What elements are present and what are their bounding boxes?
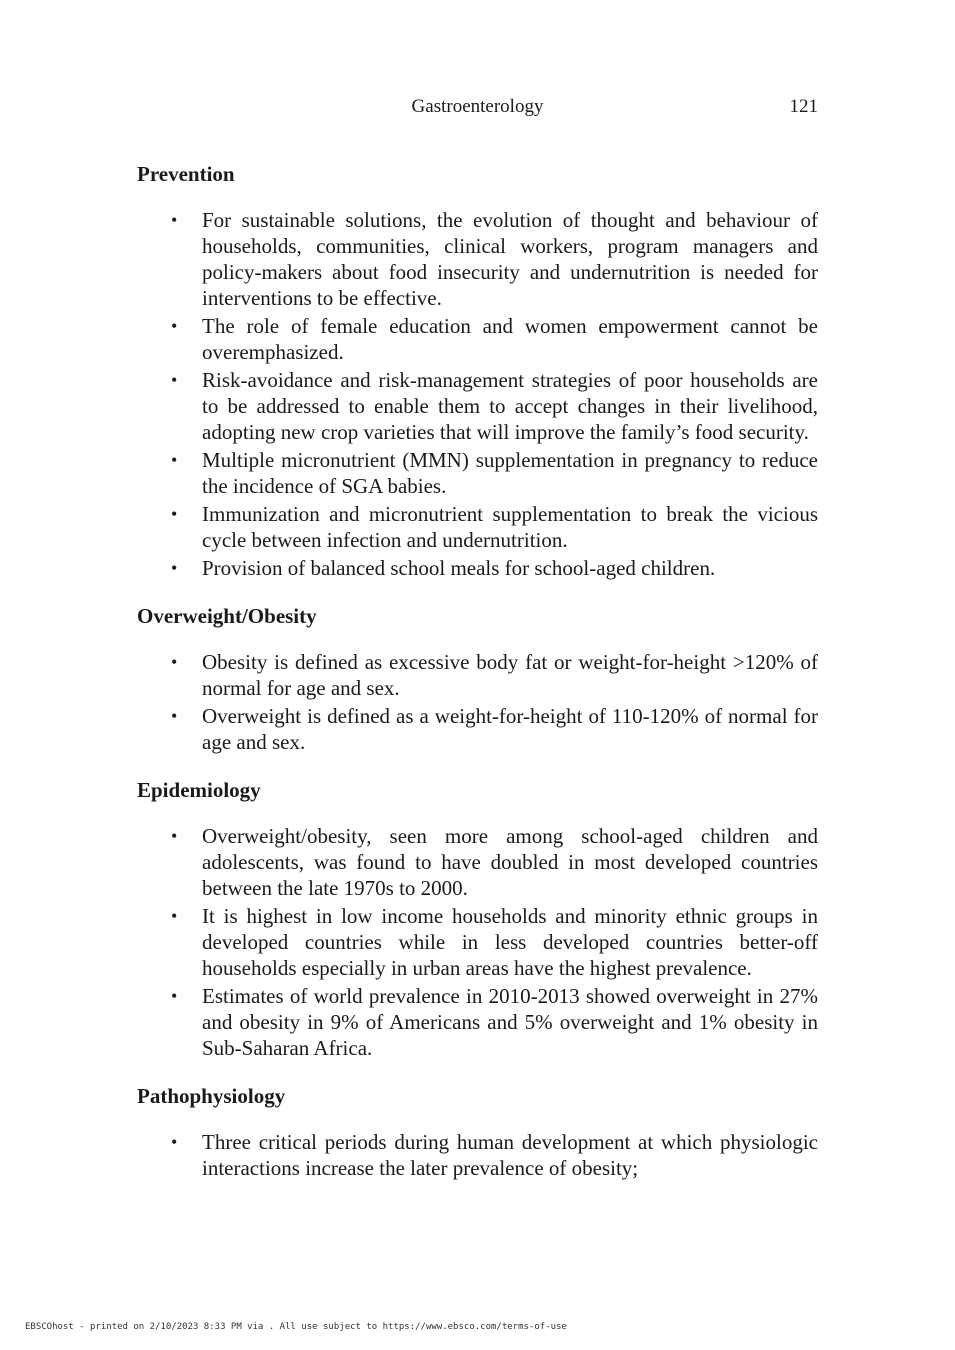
- running-head: [137, 96, 818, 122]
- list-item: [137, 823, 818, 901]
- bullet-list: [137, 1129, 818, 1181]
- list-item: [137, 367, 818, 445]
- bullet-icon: •: [171, 210, 178, 230]
- bullet-icon: •: [171, 450, 178, 470]
- list-item-text: Three critical periods during human development at which physiologic interactions increase the later prevalence of obesity;: [202, 1130, 818, 1180]
- list-item-text: Multiple micronutrient (MMN) supplementation in pregnancy to reduce the incidence of SGA babies.: [202, 448, 818, 498]
- list-item-text: Provision of balanced school meals for school-aged children.: [202, 556, 716, 580]
- list-item-text: Immunization and micronutrient supplementation to break the vicious cycle between infection and undernutrition.: [202, 502, 818, 552]
- bullet-icon: •: [171, 826, 178, 846]
- list-item-text: The role of female education and women empowerment cannot be overemphasized.: [202, 314, 818, 364]
- section-pathophysiology: [137, 1082, 818, 1181]
- section-heading: Pathophysiology: [137, 1084, 286, 1108]
- list-item: [137, 649, 818, 701]
- bullet-list: [137, 207, 818, 581]
- bullet-icon: •: [171, 370, 178, 390]
- list-item-text: It is highest in low income households and minority ethnic groups in developed countries while in less developed countries better-off households especially in urban areas have the highest prevalence.: [202, 904, 818, 980]
- list-item-text: For sustainable solutions, the evolution of thought and behaviour of households, communities, clinical workers, program managers and policy-makers about food insecurity and undernutrition is needed for interventions to be effective.: [202, 208, 818, 310]
- footer-note: EBSCOhost - printed on 2/10/2023 8:33 PM via . All use subject to https://www.ebsco.com/terms-of-use: [25, 1322, 567, 1332]
- list-item: [137, 207, 818, 311]
- list-item: [137, 703, 818, 755]
- bullet-icon: •: [171, 1132, 178, 1152]
- bullet-icon: •: [171, 652, 178, 672]
- section-prevention: [137, 160, 818, 581]
- list-item: [137, 1129, 818, 1181]
- bullet-icon: •: [171, 706, 178, 726]
- list-item-text: Overweight/obesity, seen more among school-aged children and adolescents, was found to have doubled in most developed countries between the late 1970s to 2000.: [202, 824, 818, 900]
- list-item: [137, 903, 818, 981]
- list-item: [137, 447, 818, 499]
- list-item-text: Risk-avoidance and risk-management strategies of poor households are to be addressed to enable them to accept changes in their livelihood, adopting new crop varieties that will improve the family’s food security.: [202, 368, 818, 444]
- list-item: [137, 555, 818, 581]
- section-heading: Epidemiology: [137, 778, 261, 802]
- section-heading: Overweight/Obesity: [137, 604, 317, 628]
- bullet-icon: •: [171, 906, 178, 926]
- list-item-text: Obesity is defined as excessive body fat or weight-for-height >120% of normal for age and sex.: [202, 650, 818, 700]
- list-item-text: Overweight is defined as a weight-for-height of 110-120% of normal for age and sex.: [202, 704, 818, 754]
- bullet-icon: •: [171, 316, 178, 336]
- list-item: [137, 983, 818, 1061]
- list-item: [137, 313, 818, 365]
- bullet-icon: •: [171, 558, 178, 578]
- section-epidemiology: [137, 776, 818, 1061]
- list-item-text: Estimates of world prevalence in 2010-2013 showed overweight in 27% and obesity in 9% of Americans and 5% overweight and 1% obesity in Sub-Saharan Africa.: [202, 984, 818, 1060]
- list-item: [137, 501, 818, 553]
- running-title: Gastroenterology: [411, 96, 544, 117]
- section-heading: Prevention: [137, 162, 235, 186]
- page-body: [137, 160, 818, 1202]
- bullet-list: [137, 823, 818, 1061]
- bullet-icon: •: [171, 986, 178, 1006]
- page-number: 121: [789, 96, 818, 117]
- bullet-list: [137, 649, 818, 755]
- bullet-icon: •: [171, 504, 178, 524]
- section-overweight-obesity: [137, 602, 818, 755]
